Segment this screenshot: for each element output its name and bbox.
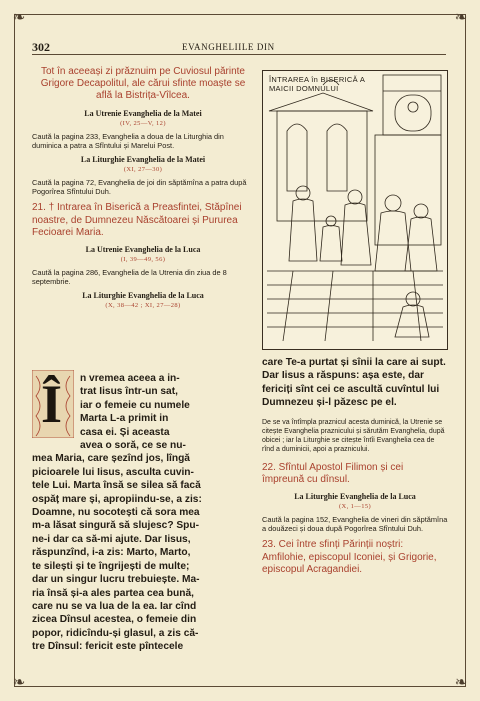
gospel-line: zicea Dînsul acestea, o femeie din [32,614,197,626]
gospel-continuation: care Te-a purtat și sînii la care ai supt. Dar Iisus a răspuns: așa este, dar fericiți sînt cei ce ascultă cuvîntul lui Dumnezeu și-l păzesc pe el. [262,357,446,409]
right-column [262,356,448,661]
corner-ornament-icon: ❧ [12,675,26,691]
corner-ornament-icon: ❧ [454,10,468,26]
initial-letter: Î [41,374,63,434]
gospel-line: te silești și te îngrijești de multe; [32,560,190,572]
gospel-line: avea o soră, ce se nu- [80,440,186,452]
gospel-text [32,362,254,662]
reading-heading: La Utrenie Evanghelia de la Matei [84,108,202,118]
section-title-22: 22. Sfîntul Apostol Filimon și cei împreună cu dînsul. [262,461,404,485]
gospel-line: ria însă și-a ales partea cea bună, [32,587,194,599]
gospel-line: care nu se va lua de la ea. Iar cînd [32,600,197,612]
corner-ornament-icon: ❧ [12,10,26,26]
gospel-line: iar o femeie cu numele [80,399,190,411]
gospel-line: Doamne, nu socotești că sora mea [32,507,200,519]
section-title-21: 21. † Intrarea în Biserică a Preasfintei, Stăpînei noastre, de Dumnezeu Născătoarei și Pururea Fecioarei Maria. [32,202,242,238]
corner-ornament-icon: ❧ [454,675,468,691]
left-column [32,66,254,356]
gospel-line: casa ei. Și aceasta [80,426,170,438]
reading-reference: (X, 1—15) [338,503,372,511]
icon-illustration [262,70,448,350]
section-title-grigore: Tot în aceeași zi prăznuim pe Cuviosul părinte Grigore Decapolitul, ale cărui sfinte moaște se află la Bistrița-Vîlcea. [40,66,246,102]
gospel-line: ospăț mare și, apropiindu-se, a zis: [32,493,202,505]
gospel-line: m-a lăsat singură să slujesc? Spu- [32,520,200,532]
presentation-icon [263,71,447,349]
gospel-line: dar un singur lucru trebuiește. Ma- [32,574,200,586]
gospel-line: n vremea aceea a in- [80,373,180,384]
reading-heading: La Liturghie Evanghelia de la Luca [82,291,204,301]
reading-reference: (X, 38—42 ; XI, 27—28) [105,302,181,310]
reading-reference: (IV, 25—V, 12) [120,119,166,127]
reading-text: Caută la pagina 152, Evanghelia de vineri din săptămîna a douăzeci și doua după Pogorîrea Sfîntului Duh. [262,515,448,534]
gospel-line: Marta L-a primit in [80,413,169,425]
reading-heading: La Utrenie Evanghelia de la Luca [85,245,201,255]
reading-reference: (XI, 27—30) [123,166,163,174]
gospel-line: tele Lui. Marta însă se silea să facă [32,480,201,492]
gospel-line: tre Dînsul: fericit este pîntecele [32,641,184,653]
gospel-line: popor, ridicîndu-și glasul, a zis că- [32,627,199,639]
reading-heading: La Liturghie Evanghelia de la Luca [294,492,416,502]
gospel-line: răspunzînd, i-a zis: Marto, Marto, [32,547,191,559]
page-number: 302 [32,40,50,54]
reading-heading: La Liturghie Evanghelia de la Matei [80,155,206,165]
reading-text: Caută la pagina 286, Evanghelia de la Utrenia din ziua de 8 septembrie. [32,268,227,287]
gospel-line: mea Maria, care șezînd jos, lîngă [32,453,190,465]
gospel-line: ne-i dar ca să-mi ajute. Dar Iisus, [32,533,191,545]
reading-text: Caută la pagina 72, Evanghelia de joi din săptămîna a patra după Pogorîrea Sfîntului Duh. [32,178,247,197]
gospel-line: trat Iisus într-un sat, [80,386,178,398]
icon-caption: ÎNTRAREA în BISERICĂ A MAICII DOMNULUI [269,75,365,93]
section-title-23: 23. Cei între sfinți Părinții noștri: Amfilohie, episcopul Iconiei, și Grigorie, episcopul Acragandiei. [262,539,437,575]
running-head: EVANGHELIILE DIN [182,42,275,52]
rubric-note: De se va întîmpla praznicul acesta duminică, la Utrenie se citește Evanghelia praznicului și sărutăm Evanghelia, după obicei ; iar la Liturghie se citește întîi Evanghelia cea de rînd a duminicii, apoi a praznicului. [262,418,445,453]
gospel-line: picioarele lui Iisus, asculta cuvin- [32,466,194,478]
reading-reference: (I, 39—49, 56) [120,256,166,264]
page-header [32,40,446,55]
reading-text: Caută la pagina 233, Evanghelia a doua de la Liturghia din duminica a patra a Sfîntului și Marelui Post. [32,131,224,150]
